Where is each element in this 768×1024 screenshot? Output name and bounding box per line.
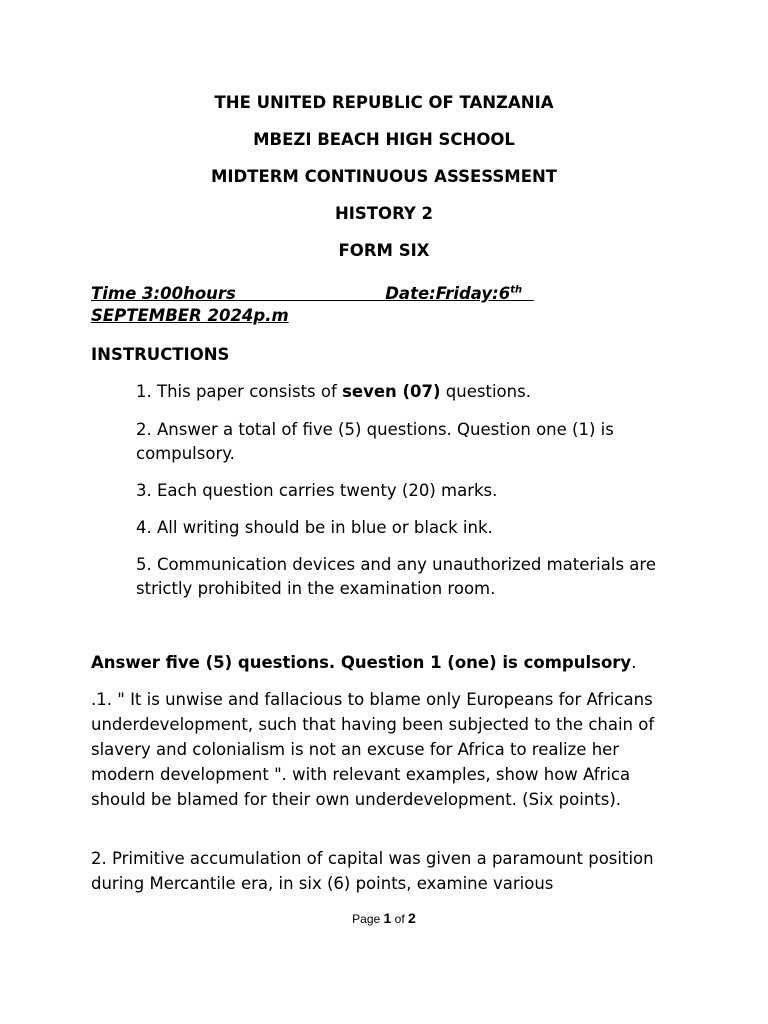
instructions-heading: INSTRUCTIONS (91, 345, 230, 364)
country-heading: THE UNITED REPUBLIC OF TANZANIA (214, 93, 554, 112)
subject-title: HISTORY 2 (334, 204, 434, 223)
instruction-item-5: 5. Communication devices and any unauthorized materials are strictly prohibited in the examination room. (136, 555, 656, 598)
instruction-item-1: 1. This paper consists of seven (07) questions. (136, 382, 531, 401)
exam-date: Date:Friday:6th (385, 284, 523, 303)
question-2: 2. Primitive accumulation of capital was given a paramount position during Mercantile era, in six (6) points, examine various (91, 849, 654, 893)
instruction-item-2: 2. Answer a total of five (5) questions. Question one (1) is compulsory. (136, 420, 614, 463)
instruction-item-3: 3. Each question carries twenty (20) marks. (136, 481, 498, 500)
form-level: FORM SIX (338, 241, 430, 260)
page-footer: Page 1 of 2 (352, 910, 416, 926)
exam-time-date (91, 283, 691, 327)
instruction-item-4: 4. All writing should be in blue or black ink. (136, 518, 493, 537)
exam-time: Time 3:00hours (91, 284, 236, 303)
answer-instruction: Answer five (5) questions. Question 1 (one) is compulsory. (91, 653, 637, 672)
exam-gap (236, 284, 385, 303)
assessment-title: MIDTERM CONTINUOUS ASSESSMENT (210, 167, 558, 186)
school-name: MBEZI BEACH HIGH SCHOOL (253, 130, 515, 149)
exam-date-rest: SEPTEMBER 2024p.m (91, 306, 289, 325)
question-1: .1. " It is unwise and fallacious to blame only Europeans for Africans underdevelopment, such that having been subjected to the chain of slavery and colonialism is not an excuse for Africa to realize her modern development ". with relevant examples, show how Africa should be blamed for their own underdevelopment. (Six points). (91, 690, 655, 809)
